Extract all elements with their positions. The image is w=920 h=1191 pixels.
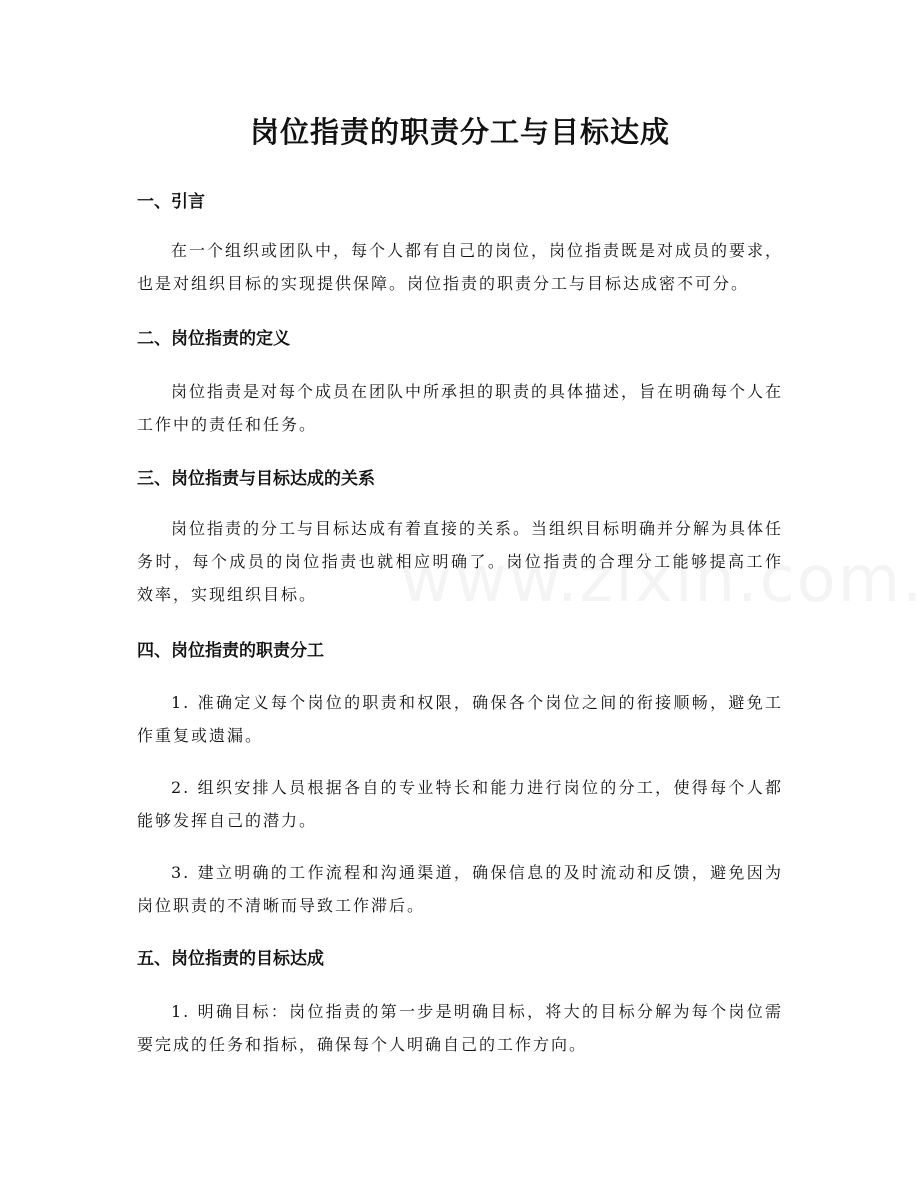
- paragraph-division-2: 2. 组织安排人员根据各自的专业特长和能力进行岗位的分工，使得每个人都能够发挥自己的潜力。: [137, 778, 783, 830]
- section-heading-relationship: 三、岗位指责与目标达成的关系: [137, 469, 375, 489]
- section-heading-intro: 一、引言: [137, 192, 205, 212]
- section-heading-definition: 二、岗位指责的定义: [137, 329, 290, 349]
- section-heading-goal: 五、岗位指责的目标达成: [137, 949, 324, 969]
- paragraph-goal-1: 1. 明确目标：岗位指责的第一步是明确目标，将大的目标分解为每个岗位需要完成的任务和指标，确保每个人明确自己的工作方向。: [137, 1002, 783, 1054]
- paragraph-division-3: 3. 建立明确的工作流程和沟通渠道，确保信息的及时流动和反馈，避免因为岗位职责的不清晰而导致工作滞后。: [137, 863, 783, 915]
- section-heading-division: 四、岗位指责的职责分工: [137, 641, 324, 661]
- paragraph-intro: 在一个组织或团队中，每个人都有自己的岗位，岗位指责既是对成员的要求，也是对组织目标的实现提供保障。岗位指责的职责分工与目标达成密不可分。: [137, 241, 784, 293]
- paragraph-division-1: 1. 准确定义每个岗位的职责和权限，确保各个岗位之间的衔接顺畅，避免工作重复或遗漏。: [137, 693, 783, 745]
- document-title: 岗位指责的职责分工与目标达成: [249, 115, 670, 149]
- paragraph-relationship: 岗位指责的分工与目标达成有着直接的关系。当组织目标明确并分解为具体任务时，每个成员的岗位指责也就相应明确了。岗位指责的合理分工能够提高工作效率，实现组织目标。: [137, 519, 784, 604]
- paragraph-definition: 岗位指责是对每个成员在团队中所承担的职责的具体描述，旨在明确每个人在工作中的责任和任务。: [137, 382, 784, 434]
